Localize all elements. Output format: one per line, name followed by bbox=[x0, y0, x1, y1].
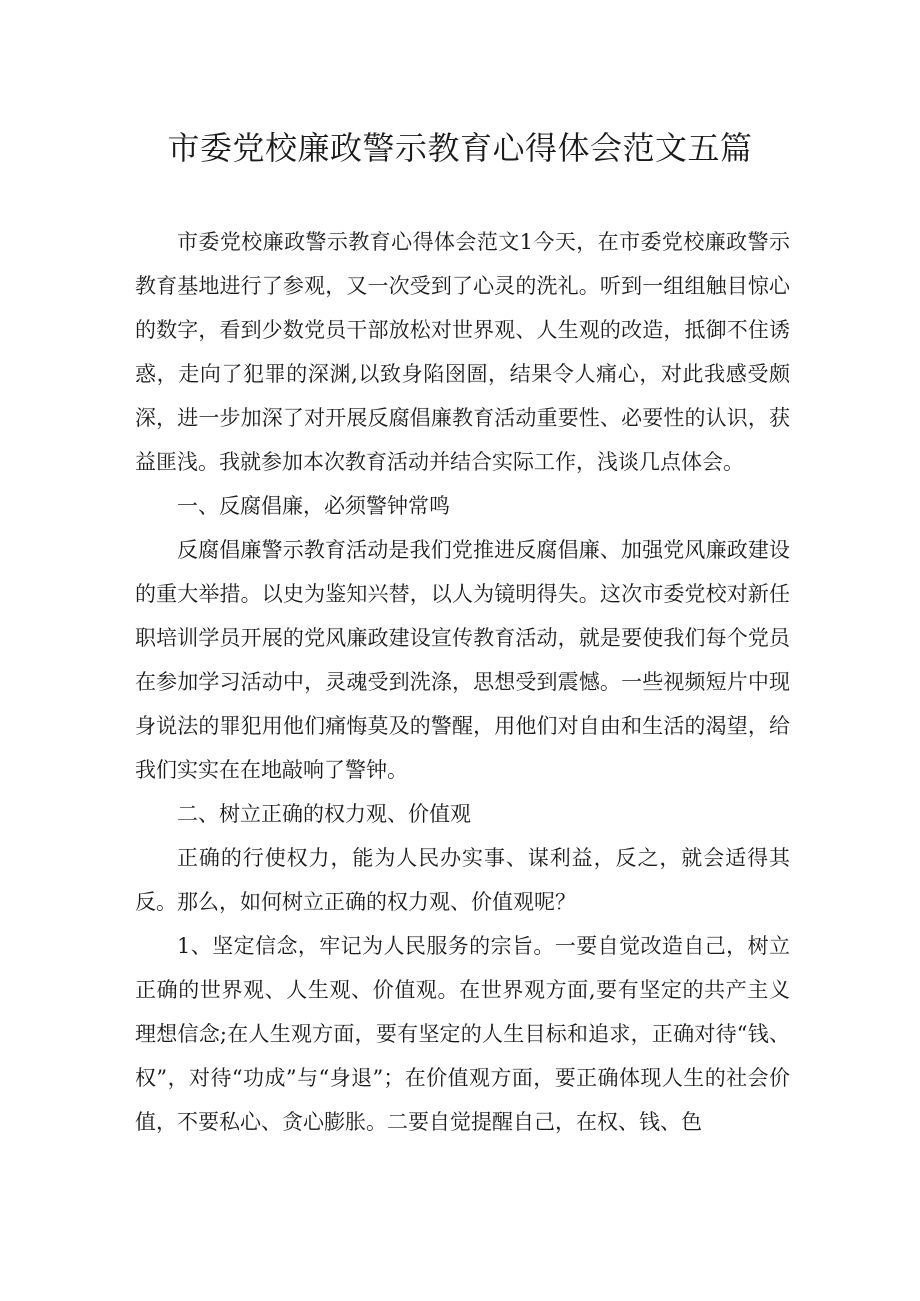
paragraph-section-1: 反腐倡廉警示教育活动是我们党推进反腐倡廉、加强党风廉政建设的重大举措。以史为鉴知兴替，以人为镜明得失。这次市委党校对新任职培训学员开展的党风廉政建设宣传教育活动，就是要使我们每个党员在参加学习活动中，灵魂受到洗涤，思想受到震憾。一些视频短片中现身说法的罪犯用他们痛悔莫及的警醒，用他们对自由和生活的渴望，给我们实实在在地敲响了警钟。 bbox=[135, 538, 790, 782]
section-heading-1: 一、反腐倡廉，必须警钟常鸣 bbox=[177, 494, 450, 518]
paragraph-intro: 市委党校廉政警示教育心得体会范文1今天，在市委党校廉政警示教育基地进行了参观，又一次受到了心灵的洗礼。听到一组组触目惊心的数字，看到少数党员干部放松对世界观、人生观的改造，抵御不住诱惑，走向了犯罪的深渊,以致身陷囹圄，结果令人痛心，对此我感受颇深，进一步加深了对开展反腐倡廉教育活动重要性、必要性的认识，获益匪浅。我就参加本次教育活动并结合实际工作，浅谈几点体会。 bbox=[135, 230, 790, 474]
paragraph-section-2-intro: 正确的行使权力，能为人民办实事、谋利益，反之，就会适得其反。那么，如何树立正确的权力观、价值观呢？ bbox=[135, 846, 790, 914]
document-body bbox=[135, 220, 790, 1144]
document-title: 市委党校廉政警示教育心得体会范文五篇 bbox=[167, 129, 753, 167]
paragraph-point-1: 1、坚定信念，牢记为人民服务的宗旨。一要自觉改造自己，树立正确的世界观、人生观、价值观。在世界观方面,要有坚定的共产主义理想信念;在人生观方面，要有坚定的人生目标和追求，正确对待“钱、权”，对待“功成”与“身退”；在价值观方面，要正确体现人生的社会价值，不要私心、贪心膨胀。二要自觉提醒自己，在权、钱、色 bbox=[135, 934, 790, 1134]
section-heading-2: 二、树立正确的权力观、价值观 bbox=[177, 802, 471, 826]
